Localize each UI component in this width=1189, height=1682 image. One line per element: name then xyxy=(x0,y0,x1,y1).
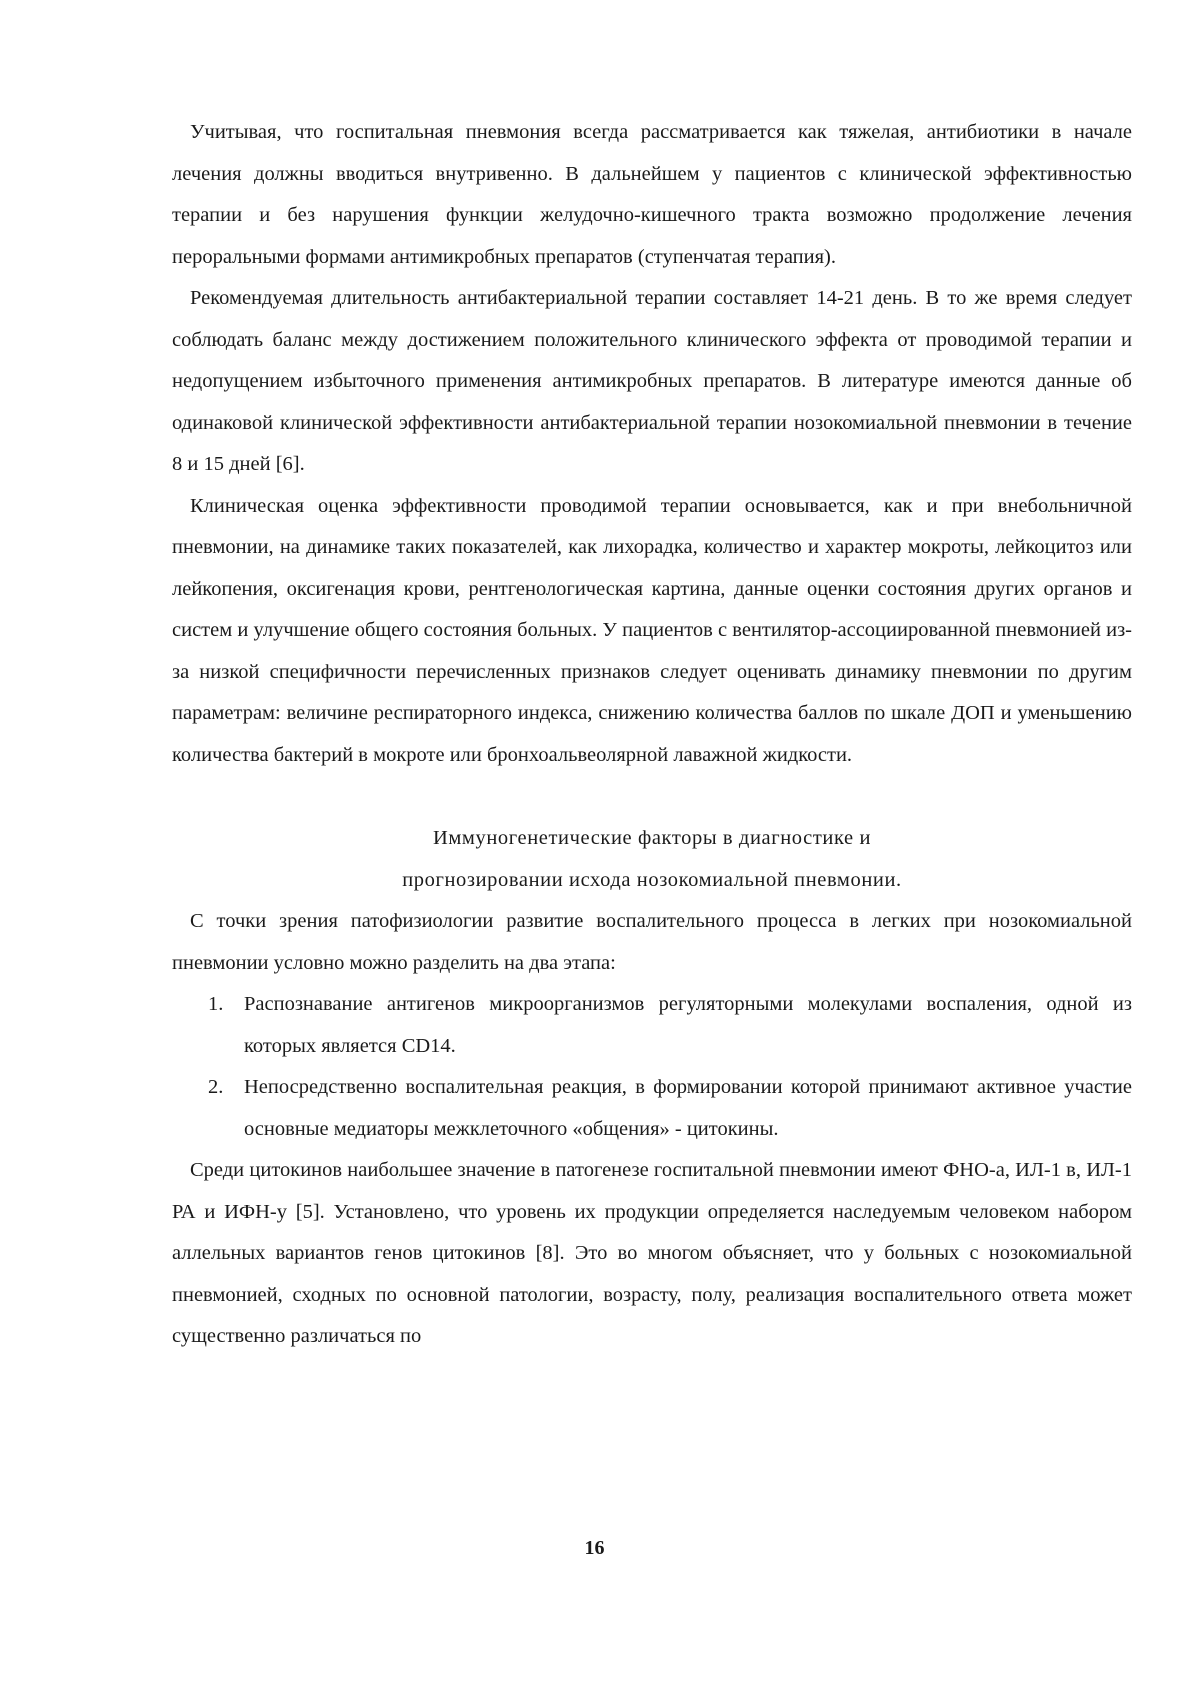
list-item-number: 2. xyxy=(208,1076,224,1098)
section-heading-line-1: Иммуногенетические факторы в диагностике и xyxy=(432,827,872,849)
paragraph-antibiotics-route: Учитывая, что госпитальная пневмония всегда рассматривается как тяжелая, антибиотики в начале лечения должны вводиться внутривенно. В дальнейшем у пациентов с клинической эффективностью терапии и без нарушения функции желудочно-кишечного тракта возможно продолжение лечения пероральными формами антимикробных препаратов (ступенчатая терапия). xyxy=(172,121,1132,268)
paragraph-pathophysiology-intro: С точки зрения патофизиологии развитие воспалительного процесса в легких при нозокомиальной пневмонии условно можно разделить на два этапа: xyxy=(172,910,1132,974)
paragraph-cytokines: Среди цитокинов наибольшее значение в патогенезе госпитальной пневмонии имеют ФНО-а, ИЛ-1 в, ИЛ-1 РА и ИФН-у [5]. Установлено, что уровень их продукции определяется наследуемым человеком набором аллельных вариантов генов цитокинов [8]. Это во многом объясняет, что у больных с нозокомиальной пневмонией, сходных по основной патологии, возрасту, полу, реализация воспалительного ответа может существенно различаться по xyxy=(172,1159,1132,1347)
document-page xyxy=(172,112,1132,1358)
list-item-text: Распознавание антигенов микроорганизмов регуляторными молекулами воспаления, одной из которых является CD14. xyxy=(244,993,1132,1057)
paragraph-therapy-duration: Рекомендуемая длительность антибактериальной терапии составляет 14-21 день. В то же время следует соблюдать баланс между достижением положительного клинического эффекта от проводимой терапии и недопущением избыточного применения антимикробных препаратов. В литературе имеются данные об одинаковой клинической эффективности антибактериальной терапии нозокомиальной пневмонии в течение 8 и 15 дней [6]. xyxy=(172,287,1132,475)
section-heading xyxy=(172,818,1132,901)
list-item-number: 1. xyxy=(208,993,224,1015)
list-item-text: Непосредственно воспалительная реакция, в формировании которой принимают активное участие основные медиаторы межклеточного «общения» - цитокины. xyxy=(244,1076,1132,1140)
page-number: 16 xyxy=(584,1537,605,1559)
stages-list xyxy=(172,984,1132,1150)
paragraph-clinical-evaluation: Клиническая оценка эффективности проводимой терапии основывается, как и при внебольничной пневмонии, на динамике таких показателей, как лихорадка, количество и характер мокроты, лейкоцитоз или лейкопения, оксигенация крови, рентгенологическая картина, данные оценки состояния других органов и систем и улучшение общего состояния больных. У пациентов с вентилятор-ассоциированной пневмонией из-за низкой специфичности перечисленных признаков следует оценивать динамику пневмонии по другим параметрам: величине респираторного индекса, снижению количества баллов по шкале ДОП и уменьшению количества бактерий в мокроте или бронхоальвеолярной лаважной жидкости. xyxy=(172,494,1132,766)
section-heading-line-2: прогнозировании исхода нозокомиальной пневмонии. xyxy=(402,868,902,891)
list-item xyxy=(172,1067,1132,1150)
list-item xyxy=(172,984,1132,1067)
